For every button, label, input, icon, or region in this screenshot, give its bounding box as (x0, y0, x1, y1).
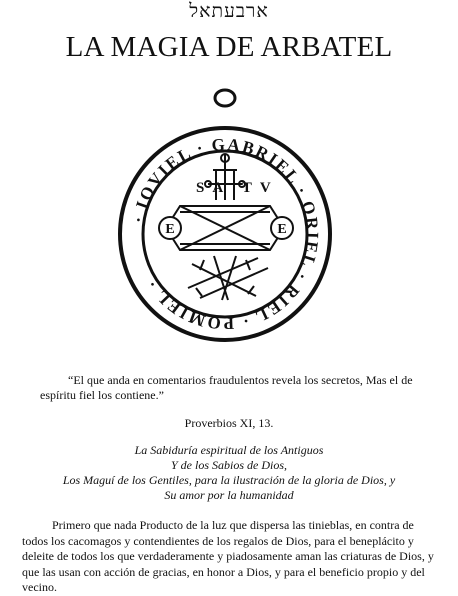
dedication-line: Su amor por la humanidad (164, 488, 294, 502)
seal-right-letter: E (277, 222, 287, 237)
seal-letters-sa-tv: SA TV (196, 180, 279, 196)
hebrew-title: ארבעתאל (189, 0, 269, 22)
seal-left-letter: E (165, 222, 175, 237)
dedication-line: La Sabiduría espiritual de los Antiguos (134, 443, 324, 457)
body-paragraph: Primero que nada Producto de la luz que dispersa las tinieblas, en contra de todos los cacomagos y contendientes de los regalos de Dios, para el beneplácito y deleite de todos los que verdaderamente y piadosamente aman las criaturas de Dios, y que las usan con acción de gracias, en honor a Dios, y para el beneficio propio y del vecino. (22, 518, 434, 594)
epigraph-source: Proverbios XI, 13. (184, 416, 274, 430)
page-title: LA MAGIA DE ARBATEL (65, 31, 393, 63)
dedication-line: Los Maguí de los Gentiles, para la ilustración de la gloria de Dios, y (62, 473, 396, 487)
epigraph-quote: “El que anda en comentarios fraudulentos revela los secretos, Mas el de espíritu fiel los contiene.” (40, 373, 413, 402)
dedication-line: Y de los Sabios de Dios, (170, 458, 287, 472)
arbatel-seal-illustration (118, 88, 332, 342)
seal-hanging-loop (215, 90, 235, 106)
seal-ring-text: · IOVIEL · GABRIEL · ORIEL · RIEL · POMIEL · (128, 134, 323, 334)
dedication-block (0, 443, 458, 503)
seal-sigil (166, 154, 287, 300)
